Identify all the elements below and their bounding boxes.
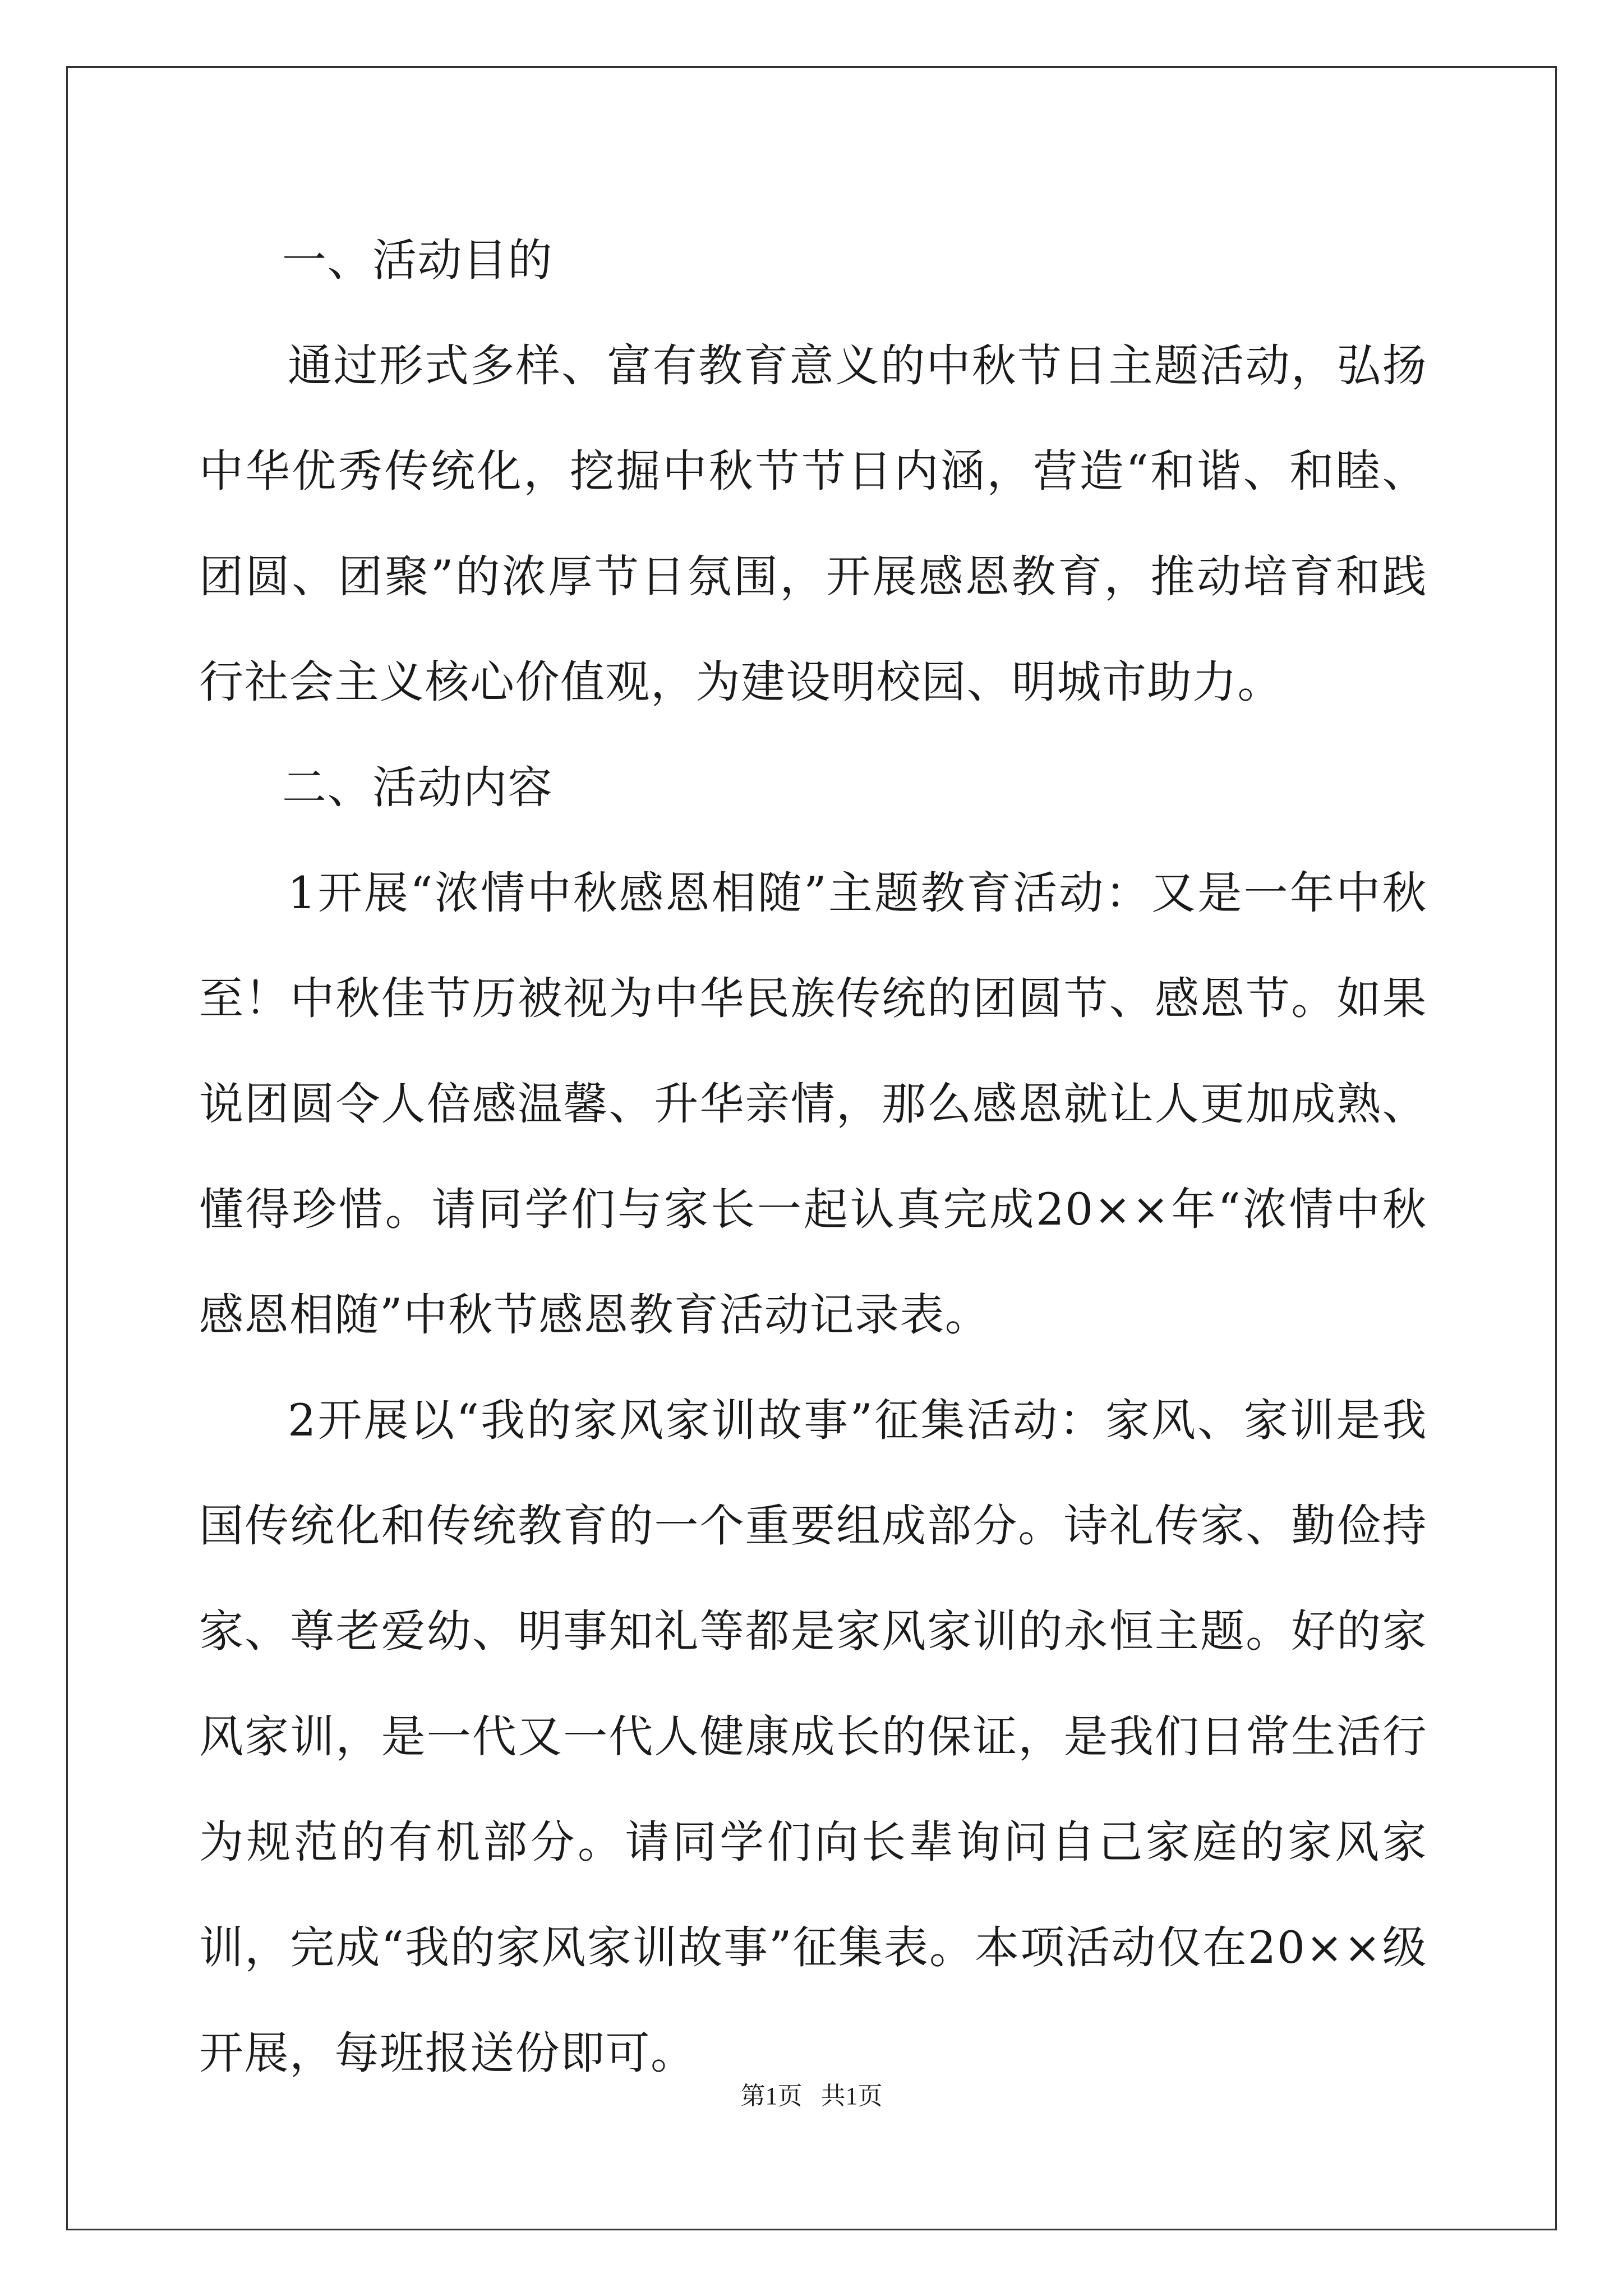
paragraph-purpose: 通过形式多样、富有教育意义的中秋节日主题活动，弘扬中华优秀传统化，挖掘中秋节节日内涵，营造“和谐、和睦、团圆、团聚”的浓厚节日氛围，开展感恩教育，推动培育和践行社会主义核心价值观，为建设明校园、明城市助力。 [199,340,1427,708]
section-heading-content: 二、活动内容 [282,762,553,813]
paragraph-activity-1: 1开展“浓情中秋感恩相随”主题教育活动：又是一年中秋至！中秋佳节历被视为中华民族传统的团圆节、感恩节。如果说团圆令人倍感温馨、升华亲情，那么感恩就让人更加成熟、懂得珍惜。请同学们与家长一起认真完成20××年“浓情中秋感恩相随”中秋节感恩教育活动记录表。 [199,867,1427,1341]
page-number-footer: 第1页 共1页 [740,2082,883,2110]
section-heading-purpose: 一、活动目的 [282,234,553,286]
document-body [199,208,1427,2106]
paragraph-activity-2: 2开展以“我的家风家训故事”征集活动：家风、家训是我国传统化和传统教育的一个重要组成部分。诗礼传家、勤俭持家、尊老爱幼、明事知礼等都是家风家训的永恒主题。好的家风家训，是一代又一代人健康成长的保证，是我们日常生活行为规范的有机部分。请同学们向长辈询问自己家庭的家风家训，完成“我的家风家训故事”征集表。本项活动仅在20××级开展，每班报送份即可。 [199,1395,1427,2079]
